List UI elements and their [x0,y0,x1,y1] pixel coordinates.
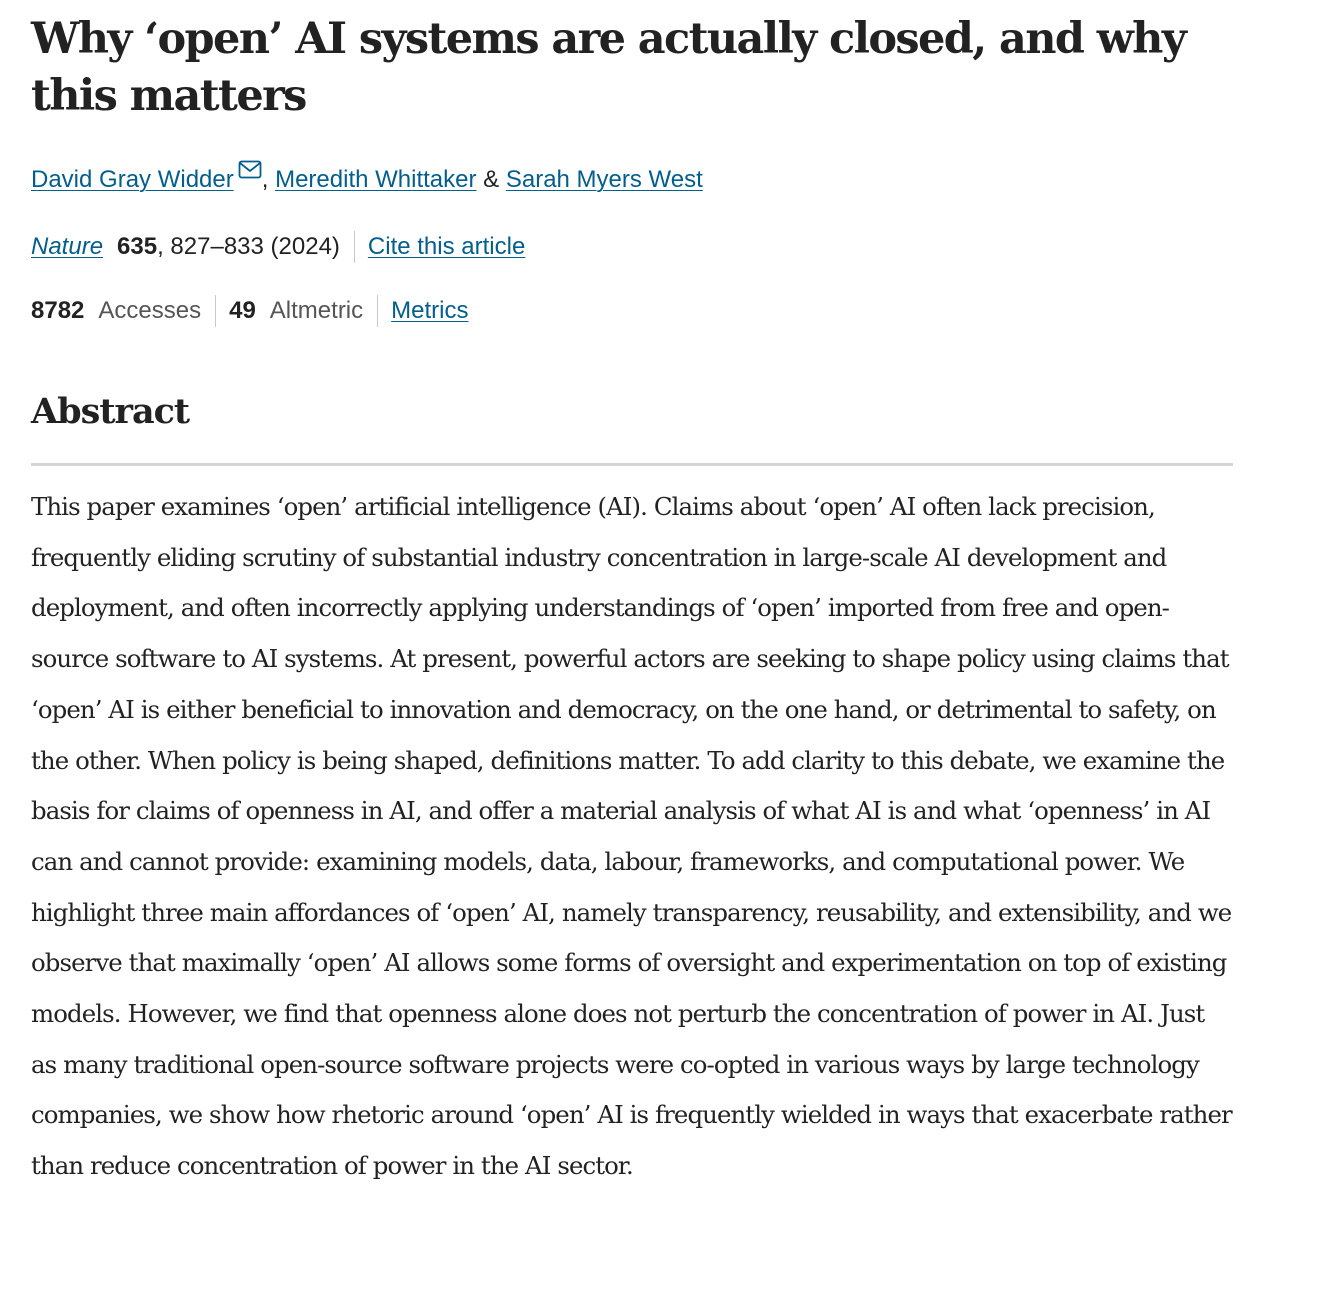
author-link-widder[interactable]: David Gray Widder [31,166,234,193]
section-divider [31,463,1233,466]
metrics-row [31,294,1233,328]
author-link-whittaker[interactable]: Meredith Whittaker [275,166,477,193]
author-separator-ampersand: & [483,166,500,193]
divider [354,231,355,263]
abstract-text: This paper examines ‘open’ artificial intelligence (AI). Claims about ‘open’ AI often lack precision, frequently eliding scrutiny of substantial industry concentration in large-scale AI development and deployment, and often incorrectly applying understandings of ‘open’ imported from free and open-source software to AI systems. At present, powerful actors are seeking to shape policy using claims that ‘open’ AI is either beneficial to innovation and democracy, on the one hand, or detrimental to safety, on the other. When policy is being shaped, definitions matter. To add clarity to this debate, we examine the basis for claims of openness in AI, and offer a material analysis of what AI is and what ‘openness’ in AI can and cannot provide: examining models, data, labour, frameworks, and computational power. We highlight three main affordances of ‘open’ AI, namely transparency, reusability, and extensibility, and we observe that maximally ‘open’ AI allows some forms of oversight and experimentation on top of existing models. However, we find that openness alone does not perturb the concentration of power in AI. Just as many traditional open-source software projects were co-opted in various ways by large technology companies, we show how rhetoric around ‘open’ AI is frequently wielded in ways that exacerbate rather than reduce concentration of power in the AI sector. [31,492,1232,1181]
citation-row [31,230,1233,264]
author-list [31,157,1233,193]
volume-number: 635 [117,233,158,260]
accesses-label: Accesses [98,297,202,324]
metrics-link[interactable]: Metrics [391,297,469,324]
accesses-count: 8782 [31,297,85,324]
pages-year: , 827–833 (2024) [157,233,340,260]
cite-article-link[interactable]: Cite this article [367,233,526,260]
author-link-west[interactable]: Sarah Myers West [505,166,703,193]
article-header [31,0,1233,1216]
author-separator: , [261,166,269,193]
article-title: Why ‘open’ AI systems are actually closed, and why this matters [31,14,1186,121]
altmetric-score: 49 [229,297,256,324]
abstract-heading: Abstract [31,391,190,432]
journal-link[interactable]: Nature [31,233,104,260]
divider [215,295,216,327]
altmetric-label: Altmetric [269,297,364,324]
divider [377,295,378,327]
mail-icon[interactable] [238,157,262,177]
